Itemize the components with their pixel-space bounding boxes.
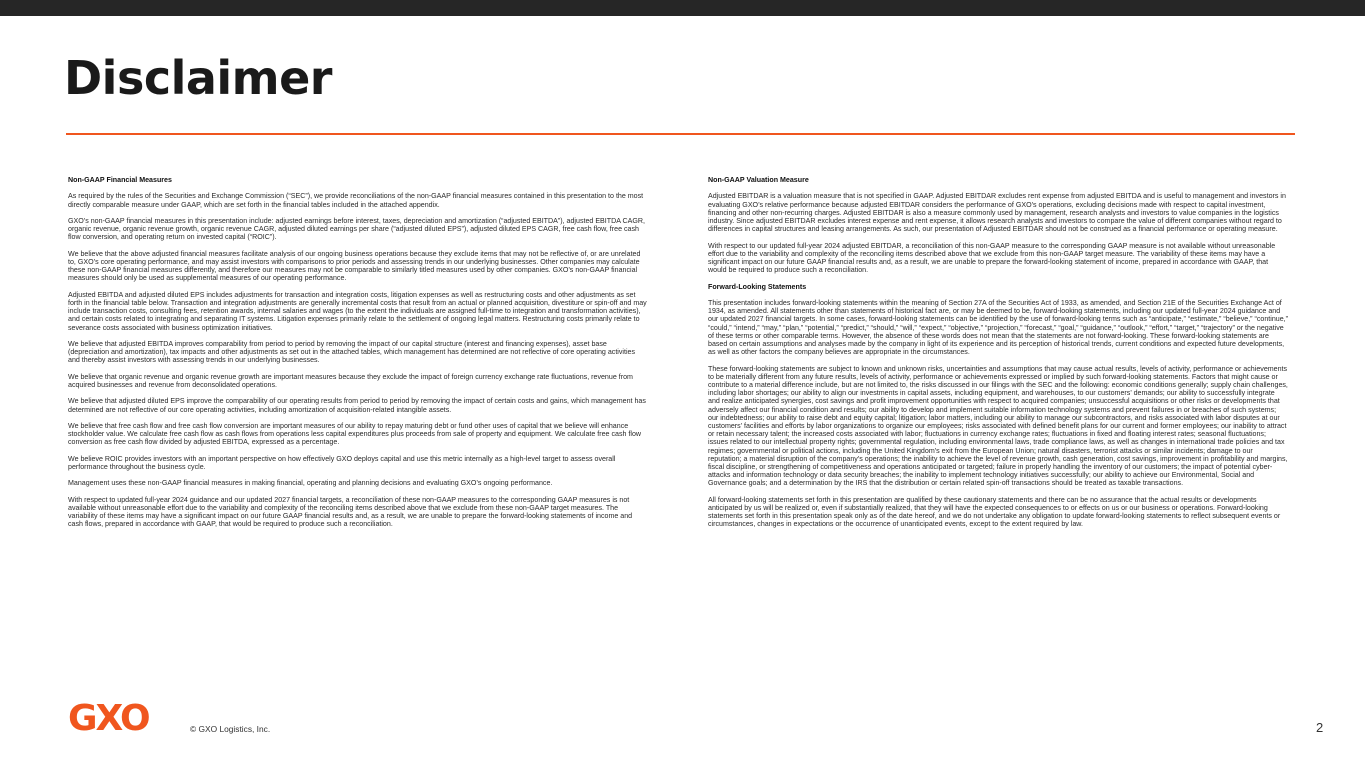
paragraph: With respect to updated full-year 2024 guidance and our updated 2027 financial targets, a reconciliation of these non-GAAP measures to the corresponding GAAP measures is not available without unreasonable effort due to the variability and complexity of the reconciling items described above that we exclude from these non-GAAP target measures. The variability of these items may have a significant impact on our future GAAP financial results and, as a result, we are unable to prepare the forward-looking statements of income and cash flows, prepared in accordance with GAAP, that would be required to produce such a reconciliation. (68, 495, 633, 529)
section-heading-forward-looking: Forward-Looking Statements (708, 282, 807, 291)
paragraph: We believe that adjusted diluted EPS improve the comparability of our operating results from period to period by removing the impact of certain costs and gains, which management has determined are not reflective of our core operating activities, including amortization of acquisition-related intangible assets. (68, 397, 646, 414)
paragraph: All forward-looking statements set forth in this presentation are qualified by these cautionary statements and there can be no assurance that the actual results or developments anticipated by us will be realized or, even if substantially realized, that they will have the expected consequences to or effects on us or our business or operations. Forward-looking statements set forth in this presentation speak only as of the date hereof, and we do not undertake any obligation to update forward-looking statements to reflect subsequent events or circumstances, changes in expectations or the occurrence of unanticipated events, except to the extent required by law. (708, 495, 1281, 529)
gxo-logo (68, 700, 160, 732)
left-column (68, 176, 648, 537)
paragraph: GXO’s non-GAAP financial measures in this presentation include: adjusted earnings before interest, taxes, depreciation and amortization (“adjusted EBITDA”), adjusted EBITDA CAGR, organic revenue, organic revenue growth, organic revenue CAGR, adjusted diluted earnings per share (“adjusted diluted EPS”), adjusted diluted EPS CAGR, free cash flow, free cash flow conversion, and operating return on invested capital (“ROIC”). (68, 216, 645, 242)
paragraph: We believe ROIC provides investors with an important perspective on how effectively GXO deploys capital and use this metric internally as a high-level target to assess overall performance throughout the business cycle. (68, 454, 616, 471)
title-divider (66, 133, 1295, 135)
paragraph: Adjusted EBITDA and adjusted diluted EPS includes adjustments for transaction and integration costs, litigation expenses as well as restructuring costs and other adjustments as set forth in the financial table below. Transaction and integration adjustments are generally incremental costs that result from an actual or planned acquisition, divestiture or spin-off and may include transaction costs, consulting fees, retention awards, internal salaries and wages (to the extent the individuals are assigned full-time to integration and transformation activities), and certain costs related to integrating and separating IT systems. Litigation expenses primarily relate to the settlement of ongoing legal matters. Restructuring costs primarily relate to severance costs associated with business optimization initiatives. (68, 290, 647, 332)
right-column (708, 176, 1288, 537)
paragraph: We believe that free cash flow and free cash flow conversion are important measures of our ability to repay maturing debt or fund other uses of capital that we believe will enhance stockholder value. We calculate free cash flow as cash flows from operations less capital expenditures plus proceeds from sale of property and equipment. We calculate free cash flow conversion as free cash flow divided by adjusted EBITDA, expressed as a percentage. (68, 421, 642, 447)
paragraph: Adjusted EBITDAR is a valuation measure that is not specified in GAAP. Adjusted EBITDAR excludes rent expense from adjusted EBITDA and is useful to management and investors in evaluating GXO’s relative performance because adjusted EBITDAR considers the performance of GXO’s operations, excluding decisions made with respect to capital investment, financing and other non-recurring charges. Adjusted EBITDAR is also a measure commonly used by management, research analysts and investors to value companies in the logistics industry. Since adjusted EBITDAR excludes interest expense and rent expense, it allows research analysts and investors to compare the value of different companies without regard to differences in capital structures and leasing arrangements. As such, our presentation of Adjusted EBITDAR should not be construed as a financial performance or operating measure. (708, 192, 1286, 234)
section-heading-non-gaap-valuation: Non-GAAP Valuation Measure (708, 176, 809, 184)
paragraph: This presentation includes forward-looking statements within the meaning of Section 27A of the Securities Act of 1933, as amended, and Section 21E of the Securities Exchange Act of 1934, as amended. All statements other than statements of historical fact are, or may be deemed to be, forward-looking statements, including our updated full-year 2024 guidance and our updated 2027 financial targets. In some cases, forward-looking statements can be identified by the use of forward-looking terms such as “anticipate,” “estimate,” “believe,” “continue,” “could,” “intend,” “may,” “plan,” “potential,” “predict,” “should,” “will,” “expect,” “objective,” “projection,” “forecast,” “goal,” “guidance,” “outlook,” “effort,” “target,” “trajectory” or the negative of these terms or other comparable terms. However, the absence of these words does not mean that the statements are not forward-looking. These forward-looking statements are based on certain assumptions and analyses made by the company in light of its experience and its perception of historical trends, current conditions and expected future developments, as well as other factors the company believes are appropriate in the circumstances. (708, 298, 1289, 357)
page-title: Disclaimer (64, 51, 332, 105)
gxo-logo-text: GXO (68, 700, 149, 732)
section-heading-non-gaap-financial: Non-GAAP Financial Measures (68, 176, 172, 184)
copyright: © GXO Logistics, Inc. (190, 724, 271, 734)
page-number: 2 (1316, 720, 1324, 735)
paragraph: Management uses these non-GAAP financial measures in making financial, operating and planning decisions and evaluating GXO’s ongoing performance. (68, 479, 553, 488)
paragraph: We believe that the above adjusted financial measures facilitate analysis of our ongoing business operations because they exclude items that may not be reflective of, or are unrelated to, GXO’s core operating performance, and may assist investors with comparisons to prior periods and assessing trends in our underlying businesses. Other companies may calculate these non-GAAP financial measures differently, and therefore our measures may not be comparable to similarly titled measures used by other companies. GXO’s non-GAAP financial measures should only be used as supplemental measures of our operating performance. (68, 249, 641, 283)
top-bar (0, 0, 1365, 16)
paragraph: As required by the rules of the Securities and Exchange Commission (“SEC”), we provide reconciliations of the non-GAAP financial measures contained in this presentation to the most directly comparable measure under GAAP, which are set forth in the financial tables included in the attached appendix. (68, 192, 644, 209)
paragraph: We believe that adjusted EBITDA improves comparability from period to period by removing the impact of our capital structure (interest and financing expenses), asset base (depreciation and amortization), tax impacts and other adjustments as set out in the attached tables, which management has determined are not reflective of core operating activities and thereby assist investors with assessing trends in our underlying businesses. (68, 339, 636, 365)
paragraph: We believe that organic revenue and organic revenue growth are important measures because they exclude the impact of foreign currency exchange rate fluctuations, revenue from acquired businesses and revenue from deconsolidated operations. (68, 372, 633, 389)
paragraph: These forward-looking statements are subject to known and unknown risks, uncertainties and assumptions that may cause actual results, levels of activity, performance or achievements to be materially different from any future results, levels of activity, performance or achievements expressed or implied by such forward-looking statements. Factors that might cause or contribute to a material difference include, but are not limited to, the risks discussed in our filings with the SEC and the following: economic conditions generally; supply chain challenges, including labor shortages; our ability to align our investments in capital assets, including equipment, and warehouses, to our customers’ demands; our ability to successfully integrate and realize anticipated synergies, cost savings and profit improvement opportunities with respect to acquired companies; unsuccessful acquisitions or other risks or developments that adversely affect our financial condition and results; our ability to develop and implement suitable information technology systems and prevent failures in or breaches of such systems; our indebtedness; our ability to raise debt and equity capital; litigation; labor matters, including our ability to manage our subcontractors, and risks associated with labor disputes at our customers’ facilities and efforts by labor organizations to organize our employees; risks associated with defined benefit plans for our current and former employees; our inability to attract or retain necessary talent; the increased costs associated with labor; fluctuations in currency exchange rates; fluctuations in fixed and floating interest rates; seasonal fluctuations; issues related to our intellectual property rights; governmental regulation, including environmental laws, trade compliance laws, as well as changes in international trade policies and tax regimes; governmental or political actions, including the United Kingdom’s exit from the European Union; natural disasters, terrorist attacks or similar incidents; damage to our reputation; a material disruption of the company’s operations; the inability to achieve the level of revenue growth, cash generation, cost savings, improvement in profitability and margins, fiscal discipline, or strengthening of competitiveness and operations anticipated or targeted; failure in properly handling the inventory of our customers; the impact of potential cyber-attacks and information technology or data security breaches; the inability to implement technology initiatives successfully; our ability to achieve our Environmental, Social and Governance goals; and a determination by the IRS that the distribution or certain related spin-off transactions should be treated as taxable transactions. (708, 364, 1288, 488)
paragraph: With respect to our updated full-year 2024 adjusted EBITDAR, a reconciliation of this non-GAAP measure to the corresponding GAAP measure is not available without unreasonable effort due to the variability and complexity of the reconciling items described above that we exclude from this non-GAAP target measure. The variability of these items may have a significant impact on our future GAAP financial results and, as a result, we are unable to prepare the forward-looking statement of income, prepared in accordance with GAAP, that would be required to produce such a reconciliation. (708, 241, 1276, 275)
